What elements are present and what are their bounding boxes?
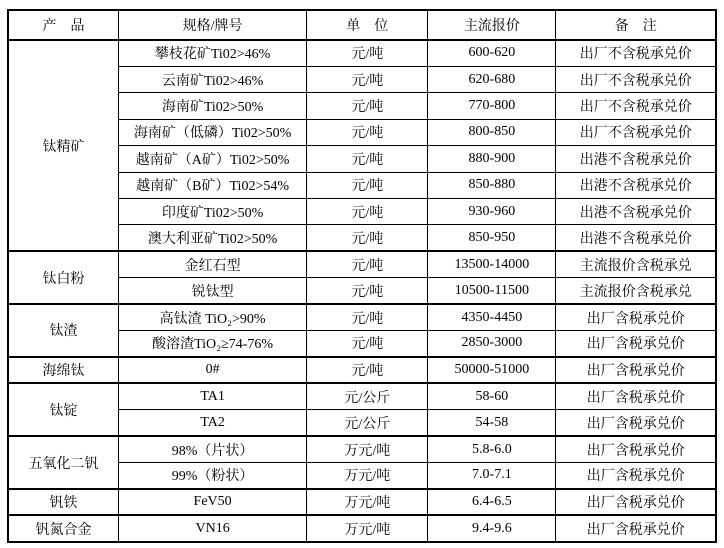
price-cell: 5.8-6.0 xyxy=(428,436,556,462)
spec-cell: 越南矿（B矿）Ti02>54% xyxy=(118,172,306,198)
price-cell: 10500-11500 xyxy=(428,278,556,304)
unit-cell: 元/公斤 xyxy=(307,410,428,436)
price-cell: 7.0-7.1 xyxy=(428,463,556,489)
spec-cell: 澳大利亚矿Ti02>50% xyxy=(118,225,306,251)
price-cell: 9.4-9.6 xyxy=(428,515,556,542)
unit-cell: 元/吨 xyxy=(307,146,428,172)
spec-cell: 锐钛型 xyxy=(118,278,306,304)
unit-cell: 元/吨 xyxy=(307,172,428,198)
note-cell: 出厂不含税承兑价 xyxy=(556,66,716,92)
spec-cell: 98%（片状） xyxy=(118,436,306,462)
unit-cell: 元/吨 xyxy=(307,119,428,145)
spec-cell: 攀枝花矿Ti02>46% xyxy=(118,40,306,66)
product-cell: 钒氮合金 xyxy=(8,515,118,542)
product-cell: 钛白粉 xyxy=(8,251,118,304)
price-cell: 2850-3000 xyxy=(428,330,556,356)
note-cell: 出厂含税承兑价 xyxy=(556,410,716,436)
spec-cell: 金红石型 xyxy=(118,251,306,277)
spec-cell: 海南矿Ti02>50% xyxy=(118,93,306,119)
note-cell: 出厂含税承兑价 xyxy=(556,357,716,383)
unit-cell: 元/吨 xyxy=(307,278,428,304)
note-cell: 出厂不含税承兑价 xyxy=(556,93,716,119)
spec-cell: TA2 xyxy=(118,410,306,436)
note-cell: 出厂含税承兑价 xyxy=(556,463,716,489)
spec-cell: 0# xyxy=(118,357,306,383)
note-cell: 主流报价含税承兑 xyxy=(556,251,716,277)
table-body xyxy=(8,40,716,542)
product-cell: 钛锭 xyxy=(8,383,118,436)
note-cell: 出厂含税承兑价 xyxy=(556,515,716,542)
price-cell: 800-850 xyxy=(428,119,556,145)
note-cell: 出厂含税承兑价 xyxy=(556,489,716,515)
price-cell: 58-60 xyxy=(428,383,556,409)
price-cell: 50000-51000 xyxy=(428,357,556,383)
unit-cell: 元/吨 xyxy=(307,251,428,277)
unit-cell: 万元/吨 xyxy=(307,515,428,542)
header-unit: 单 位 xyxy=(307,10,428,40)
spec-cell: FeV50 xyxy=(118,489,306,515)
unit-cell: 元/吨 xyxy=(307,198,428,224)
table-row xyxy=(8,251,716,277)
unit-cell: 元/吨 xyxy=(307,357,428,383)
spec-cell: 越南矿（A矿）Ti02>50% xyxy=(118,146,306,172)
spec-cell: VN16 xyxy=(118,515,306,542)
spec-cell: TA1 xyxy=(118,383,306,409)
header-price: 主流报价 xyxy=(428,10,556,40)
product-cell: 钒铁 xyxy=(8,489,118,515)
spec-cell: 海南矿（低磷）Ti02>50% xyxy=(118,119,306,145)
note-cell: 出厂含税承兑价 xyxy=(556,304,716,330)
note-cell: 出港不含税承兑价 xyxy=(556,146,716,172)
price-cell: 850-950 xyxy=(428,225,556,251)
note-cell: 出港不含税承兑价 xyxy=(556,172,716,198)
table-row xyxy=(8,489,716,515)
unit-cell: 万元/吨 xyxy=(307,489,428,515)
unit-cell: 元/吨 xyxy=(307,225,428,251)
note-cell: 出港不含税承兑价 xyxy=(556,225,716,251)
note-cell: 出厂含税承兑价 xyxy=(556,330,716,356)
product-cell: 钛渣 xyxy=(8,304,118,357)
unit-cell: 万元/吨 xyxy=(307,436,428,462)
spec-cell: 酸溶渣TiO₂≥74-76% xyxy=(118,330,306,356)
table-row xyxy=(8,40,716,66)
note-cell: 主流报价含税承兑 xyxy=(556,278,716,304)
note-cell: 出厂含税承兑价 xyxy=(556,383,716,409)
header-row xyxy=(8,10,716,40)
price-table xyxy=(7,9,717,543)
header-spec: 规格/牌号 xyxy=(118,10,306,40)
spec-cell: 99%（粉状） xyxy=(118,463,306,489)
table-row xyxy=(8,304,716,330)
unit-cell: 元/公斤 xyxy=(307,383,428,409)
note-cell: 出厂含税承兑价 xyxy=(556,436,716,462)
unit-cell: 元/吨 xyxy=(307,330,428,356)
note-cell: 出港不含税承兑价 xyxy=(556,198,716,224)
unit-cell: 元/吨 xyxy=(307,304,428,330)
unit-cell: 元/吨 xyxy=(307,93,428,119)
spec-cell: 云南矿Ti02>46% xyxy=(118,66,306,92)
product-cell: 五氧化二钒 xyxy=(8,436,118,489)
price-cell: 930-960 xyxy=(428,198,556,224)
price-cell: 850-880 xyxy=(428,172,556,198)
header-product: 产 品 xyxy=(8,10,118,40)
price-cell: 4350-4450 xyxy=(428,304,556,330)
note-cell: 出厂不含税承兑价 xyxy=(556,119,716,145)
unit-cell: 元/吨 xyxy=(307,66,428,92)
table-header xyxy=(8,10,716,40)
unit-cell: 元/吨 xyxy=(307,40,428,66)
price-cell: 6.4-6.5 xyxy=(428,489,556,515)
price-cell: 770-800 xyxy=(428,93,556,119)
product-cell: 钛精矿 xyxy=(8,40,118,251)
price-cell: 13500-14000 xyxy=(428,251,556,277)
product-cell: 海绵钛 xyxy=(8,357,118,383)
table-row xyxy=(8,357,716,383)
table-row xyxy=(8,383,716,409)
price-cell: 54-58 xyxy=(428,410,556,436)
table-row xyxy=(8,436,716,462)
header-note: 备 注 xyxy=(556,10,716,40)
table-row xyxy=(8,515,716,542)
unit-cell: 万元/吨 xyxy=(307,463,428,489)
price-cell: 600-620 xyxy=(428,40,556,66)
note-cell: 出厂不含税承兑价 xyxy=(556,40,716,66)
spec-cell: 高钛渣 TiO₂>90% xyxy=(118,304,306,330)
spec-cell: 印度矿Ti02>50% xyxy=(118,198,306,224)
price-cell: 620-680 xyxy=(428,66,556,92)
price-cell: 880-900 xyxy=(428,146,556,172)
